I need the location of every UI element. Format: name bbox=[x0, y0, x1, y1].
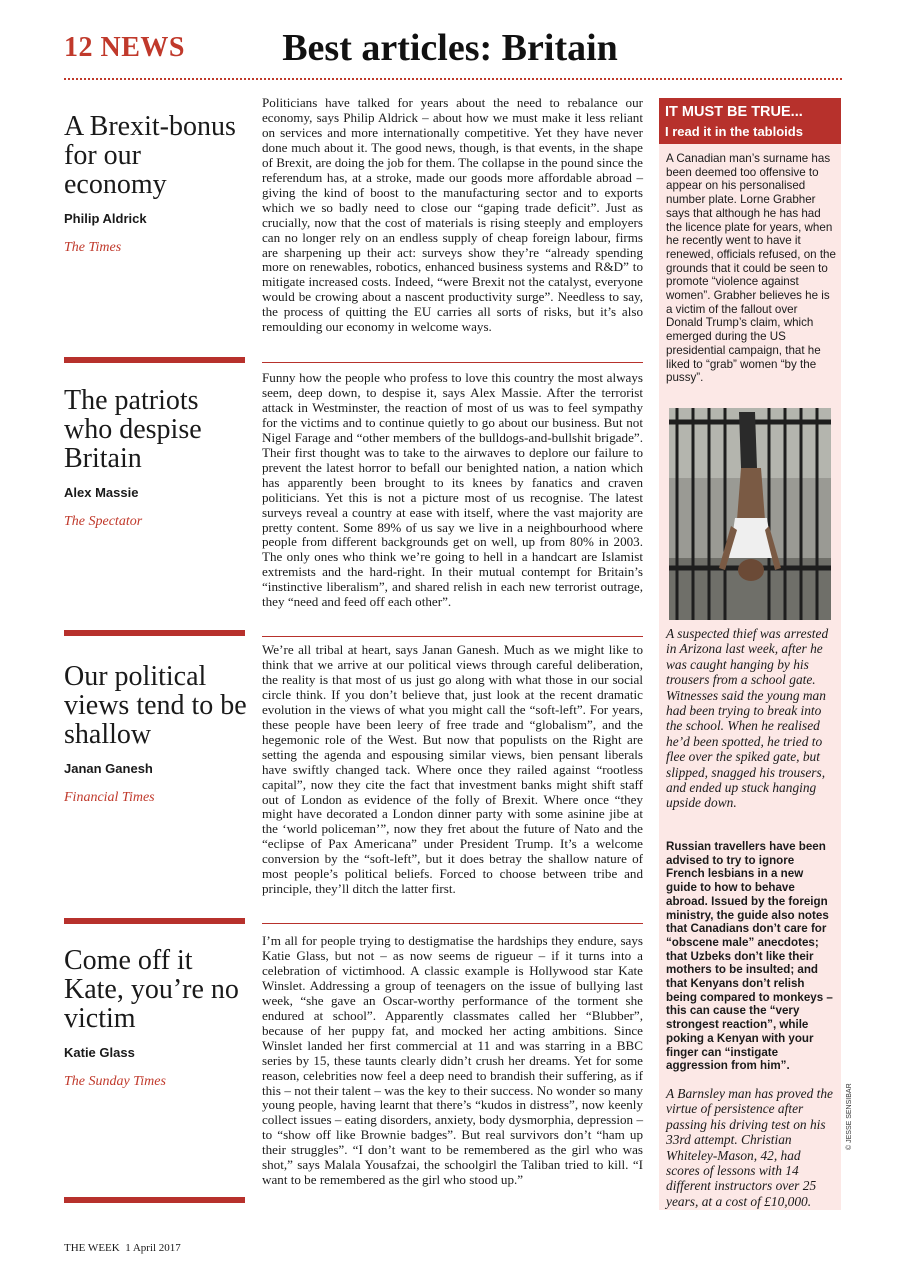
article-4-source: The Sunday Times bbox=[64, 1074, 166, 1089]
article-4-author: Katie Glass bbox=[64, 1045, 135, 1060]
article-3-headline: Our political views tend to be shallow bbox=[64, 661, 247, 750]
article-3-author: Janan Ganesh bbox=[64, 761, 153, 776]
article-2-source: The Spectator bbox=[64, 514, 143, 529]
article-1-red-bar bbox=[64, 357, 245, 363]
article-2-body: Funny how the people who profess to love this country the most always seem, deep down, to despise it, says Alex Massie. After the terrorist attack in Westminster, the reaction of most of us was to feel sympathy for the victims and to continue quietly to go about our business. But not Nigel Farage and “other members of the bulldogs-and-bullshit brigade”. Their first thought was to take to the airwaves to deplore our failure to prevent the latest horror to befall our benighted nation, a nation which has apparently been brought to its knees by fanatics and craven politicians. Yet this is not a picture most of us recognise. The latest surveys reveal a country at ease with itself, where the vast majority are pretty content. Some 89% of us say we live in a neighbourhood where people from different backgrounds get on well, up from 80% in 2003. The only ones who think we’re going to hell in a handcart are Islamist extremists and the hard-right. In their mutual contempt for Britain’s “instinctive liberalism”, and shared relish in each new terrorist outrage, they “need and feed off each other”. bbox=[262, 370, 643, 610]
article-1-divider bbox=[262, 362, 643, 363]
article-1-author: Philip Aldrick bbox=[64, 211, 147, 226]
sidebar-story-2: Russian travellers have been advised to try to ignore French lesbians in a new guide to how to behave abroad. Issued by the foreign ministry, the guide also notes that Canadians don’t care for “obscene male” anecdotes; that Uzbeks don’t like their mothers to be insulted; and that Kenyans don’t relish being compared to monkeys – this can cause the “very strongest reaction”, while poking a Kenyan with your finger can “instigate aggression from him”. bbox=[666, 840, 833, 1073]
photo-credit: © JESSE SENSIBAR bbox=[846, 1083, 853, 1150]
photo-caption: A suspected thief was arrested in Arizona last week, after he was caught hanging by his trousers from a school gate. Witnesses said the young man had been trying to break into the school. When he realised he’d been spotted, he tried to flee over the spiked gate, but slipped, snagged his trousers, and ended up stuck hanging upside down. bbox=[666, 626, 829, 811]
article-4-body: I’m all for people trying to destigmatise the hardships they endure, says Katie Glass, but not – as now seems de rigueur – if it turns into a celebration of victimhood. A classic example is Hollywood star Kate Winslet. Addressing a group of teenagers on the issue of bullying last week, “she gave an Oscar-worthy performance of the torment she endured at school”. Apparently classmates called her “Blubber”, because of her puppy fat, and mocked her acting ambitions. Since Winslet landed her first commercial at 11 and was starring in a BBC series by 15, these taunts clearly didn’t crush her dreams. Yet for some reason, celebrities now feel a deep need to brandish their suffering, as if this – not their talent – was the key to their success. No wonder so many young people, having learnt that there’s “kudos in distress”, now keenly collect issues – eating disorders, anxiety, body dysmorphia, depression – to “show off like Brownie badges”. But real survivors don’t “ham up their struggles”. “I don’t want to be remembered as the girl who was shot,” says Malala Yousafzai, the schoolgirl the Taliban tried to kill. “I want to be remembered as the girl who stood up.” bbox=[262, 933, 643, 1188]
section-label: NEWS bbox=[100, 32, 185, 63]
article-1-meta bbox=[64, 112, 249, 256]
page-number: 12 bbox=[64, 32, 93, 63]
article-1-headline: A Brexit-bonus for our economy bbox=[64, 111, 236, 200]
article-3-meta bbox=[64, 662, 249, 806]
header-divider bbox=[64, 78, 842, 80]
sidebar-story-3: A Barnsley man has proved the virtue of persistence after passing his driving test on his 33rd attempt. Christian Whiteley-Mason, 42, had scores of lessons with 14 different instructors over 25 years, at a cost of £10,000. bbox=[666, 1086, 833, 1209]
article-4-meta bbox=[64, 946, 249, 1090]
page-title: Best articles: Britain bbox=[282, 27, 618, 69]
sidebar-story-1: A Canadian man’s surname has been deemed too offensive to appear on his personalised number plate. Lorne Grabher says that although he has had the licence plate for years, when he recently went to have it renewed, officials refused, on the grounds that it could be seen to promote “violence against women”. Grabher believes he is a victim of the fallout over Donald Trump’s claim, which emerged during the US presidential campaign, that he liked to “grab” women “by the pussy”. bbox=[666, 152, 836, 385]
article-4-red-bar bbox=[64, 1197, 245, 1203]
article-2-author: Alex Massie bbox=[64, 485, 139, 500]
article-3-red-bar bbox=[64, 918, 245, 924]
article-2-headline: The patriots who despise Britain bbox=[64, 385, 202, 474]
article-2-meta bbox=[64, 386, 249, 530]
article-1-body: Politicians have talked for years about the need to rebalance our economy, says Philip Aldrick – about how we must make it less reliant on services and more internationally competitive. Yet they have never done much about it. The good news, though, is that events, in the shape of Brexit, are doing the job for them. The collapse in the pound since the referendum has, at a stroke, made our goods more affordable abroad – giving the kind of boost to the manufacturing sector and to exports which we so badly need to close our “gaping trade deficit”. Just as crucially, now that the cost of materials is rising steeply and employers can no longer rely on an endless supply of cheap foreign labour, firms are sharpening up their act: surveys show they’re “already spending more on renewables, robotics, enhanced business systems and R&D” to mitigate increased costs. Indeed, “were Brexit not the catalyst, everyone would be crowing about a nascent productivity surge”. Needless to say, the process of quitting the EU carries all sorts of risks, but it’s also remoulding our economy in welcome ways. bbox=[262, 95, 643, 335]
article-2-red-bar bbox=[64, 630, 245, 636]
sidebar-subtitle: I read it in the tabloids bbox=[665, 124, 803, 139]
page-number-section bbox=[64, 32, 185, 64]
article-2-divider bbox=[262, 636, 643, 637]
article-1-source: The Times bbox=[64, 240, 122, 255]
article-3-body: We’re all tribal at heart, says Janan Ganesh. Much as we might like to think that we arrive at our political views through careful deliberation, the reality is that most of us just go along with what those in our social circle think. If you don’t believe that, just look at the recent dramatic evolution in the views of what you might call the “soft-left”. For years, these people have been leery of free trade and “globalism”, and the hegemonic role of the West. But now that populists on the Right are setting the agenda and espousing similar views, bien pensant liberals have swiftly changed tack. Where once they railed against “rootless capital”, now they cite the fact that investment banks might shift staff out of London as evidence of the folly of Brexit. Where once “they might have decorated a London dinner party with some asinine jibe at the ‘world policeman’”, now they fret about the future of Nato and the “eclipse of Pax Americana” under President Trump. It’s a welcome conversion by the “soft-left”, but it does betray the shallow nature of most people’s political beliefs. Forced to choose between tribe and principle, they’ll ditch the latter first. bbox=[262, 642, 643, 897]
footer: THE WEEK 1 April 2017 bbox=[64, 1242, 181, 1254]
article-3-divider bbox=[262, 923, 643, 924]
sidebar-photo bbox=[669, 408, 831, 620]
sidebar-title: IT MUST BE TRUE... bbox=[665, 104, 803, 120]
article-3-source: Financial Times bbox=[64, 790, 155, 805]
article-4-headline: Come off it Kate, you’re no victim bbox=[64, 945, 239, 1034]
upside-down-man-illustration bbox=[669, 408, 831, 620]
